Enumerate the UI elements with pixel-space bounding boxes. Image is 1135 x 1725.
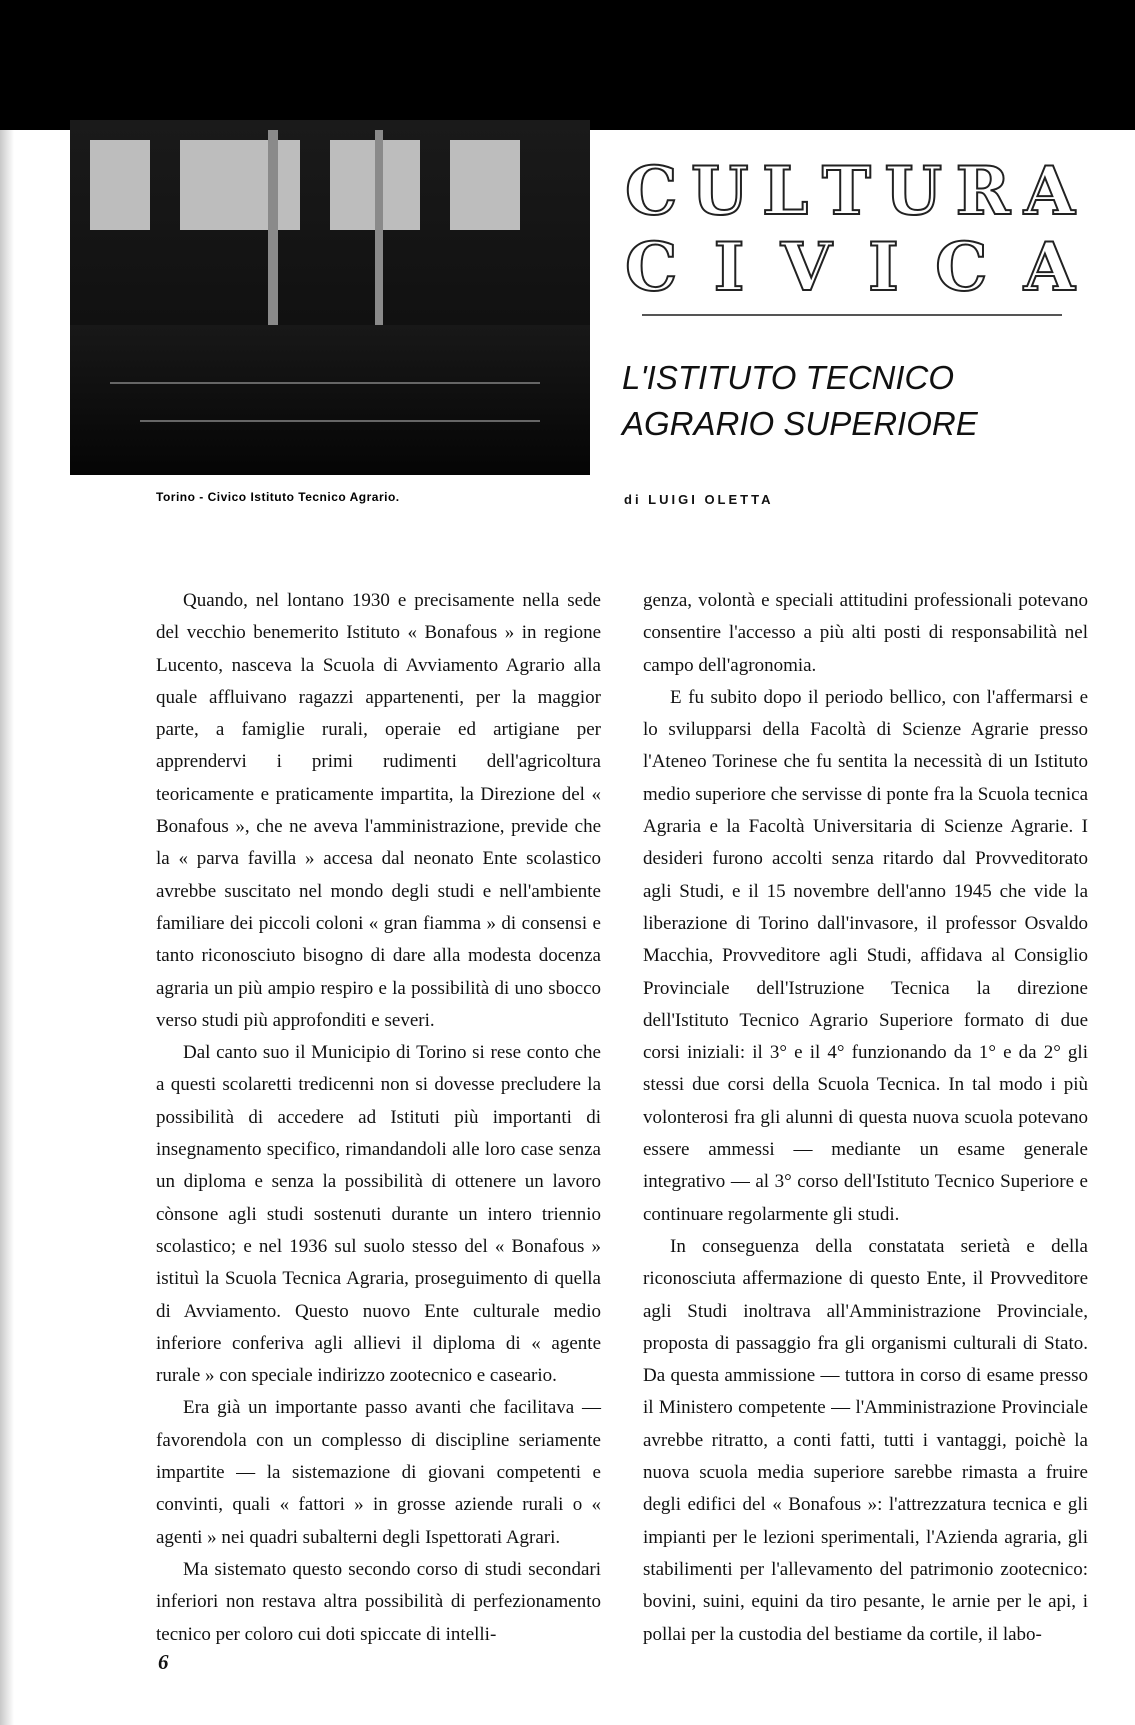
paragraph: Ma sistemato questo secondo corso di studi secondari inferiori non restava altra possibilità di perfezionamento tecnico per coloro cui doti spiccate di intelli- bbox=[156, 1558, 601, 1645]
title-civica bbox=[625, 228, 1075, 306]
photo-pillar bbox=[375, 130, 383, 330]
photo-floor bbox=[70, 325, 590, 475]
title-letter: C bbox=[935, 228, 988, 306]
paragraph: Era già un importante passo avanti che facilitava — favorendola con un complesso di discipline seriamente impartite — la sistemazione di giovani competenti e convinti, quali « fattori » in grosse aziende rurali o « agenti » nei quadri subalterni degli Ispettorati Agrari. bbox=[156, 1397, 601, 1548]
paragraph: In conseguenza della constatata serietà e della riconosciuta affermazione di questo Ente, il Provveditore agli Studi inoltrava all'Amministrazione Provinciale, proposta di passaggio fra gli organismi culturali di Stato. Da questa ammissione — tuttora in corso di esame presso il Ministero competente — l'Amministrazione Provinciale avrebbe ritratto, a conti fatti, tutti i vantaggi, poichè la nuova scuola media superiore sarebbe rimasta a fruire degli edifici del « Bonafous »: l'attrezzatura tecnica e gli impianti per le lezioni sperimentali, l'Azienda agraria, gli stabilimenti per l'allevamento del patrimonio zootecnico: bovini, suini, equini da tiro pesante, le arnie per le api, i pollai per la custodia del bestiame da cortile, il labo- bbox=[643, 1235, 1088, 1645]
photo-window bbox=[450, 140, 520, 230]
photo-window bbox=[180, 140, 300, 230]
paragraph: Dal canto suo il Municipio di Torino si rese conto che a questi scolaretti tredicenni non si dovesse precludere la possibilità di accedere ad Istituti più importanti di insegnamento specifico, rimandandoli alle loro case senza un diploma e senza la possibilità di ottenere un lavoro cònsone agli studi sostenuti durante un intero triennio scolastico; e nel 1936 sul suolo stesso del « Bonafous » istituì la Scuola Tecnica Agraria, proseguimento di quella di Avviamento. Questo nuovo Ente culturale medio inferiore conferiva agli allievi il diploma di « agente rurale » con speciale indirizzo zootecnico e caseario. bbox=[156, 1042, 601, 1387]
title-letter: R bbox=[955, 152, 1011, 230]
title-letter: U bbox=[884, 152, 942, 230]
institute-photo bbox=[70, 120, 590, 475]
title-letter: I bbox=[868, 228, 899, 306]
title-letter: A bbox=[1023, 152, 1075, 230]
photo-pillar bbox=[268, 130, 278, 330]
title-letter: C bbox=[625, 152, 678, 230]
photo-caption: Torino - Civico Istituto Tecnico Agrario. bbox=[156, 490, 400, 504]
photo-line bbox=[110, 382, 540, 384]
paragraph: E fu subito dopo il periodo bellico, con l'affermarsi e lo svilupparsi della Facoltà di Scienze Agrarie presso l'Ateneo Torinese che fu sentita la necessità di un Istituto medio superiore che servisse di ponte fra la Scuola tecnica Agraria e la Facoltà Universitaria di Scienze Agrarie. I desideri furono accolti senza ritardo dal Provveditorato agli Studi, e il 15 novembre dell'anno 1945 che vide la liberazione di Torino dall'invasore, il professor Osvaldo Macchia, Provveditore agli Studi, affidava al Consiglio Provinciale dell'Istruzione Tecnica la direzione dell'Istituto Tecnico Agrario Superiore formato di due corsi iniziali: il 3° e il 4° funzionando da 1° e da 2° gli stessi due corsi della Scuola Tecnica. In tal modo i più volonterosi fra gli alunni di questa nuova scuola potevano essere ammessi — mediante un esame generale integrativo — al 3° corso dell'Istituto Tecnico Superiore e continuare regolarmente gli studi. bbox=[643, 686, 1088, 1225]
left-column bbox=[156, 585, 601, 1651]
page-number: 6 bbox=[158, 1650, 169, 1674]
title-letter: L bbox=[762, 152, 809, 230]
title-letter: T bbox=[821, 152, 871, 230]
article-title bbox=[622, 355, 1082, 447]
title-letter: C bbox=[625, 228, 678, 306]
title-cultura bbox=[625, 152, 1075, 230]
author-byline: di LUIGI OLETTA bbox=[624, 492, 774, 507]
page-edge-shadow bbox=[0, 130, 14, 1725]
title-letter: U bbox=[690, 152, 749, 230]
paragraph: genza, volontà e speciali attitudini professionali potevano consentire l'accesso a più alti posti di responsabilità nel campo dell'agronomia. bbox=[643, 590, 1088, 676]
photo-window bbox=[90, 140, 150, 230]
photo-line bbox=[140, 420, 540, 422]
article-title-line: AGRARIO SUPERIORE bbox=[622, 405, 978, 442]
paragraph: Quando, nel lontano 1930 e precisamente nella sede del vecchio benemerito Istituto « Bonafous » in regione Lucento, nasceva la Scuola di Avviamento Agrario alla quale affluivano ragazzi appartenenti, per la maggior parte, a famiglie rurali, operaie ed artigiane per apprendervi i primi rudimenti dell'agricoltura teoricamente e praticamente impartita, la Direzione del « Bonafous », che ne aveva l'amministrazione, previde che la « parva favilla » accesa dal neonato Ente scolastico avrebbe suscitato nel mondo degli studi e nell'ambiente familiare dei piccoli coloni « gran fiamma » di consensi e tanto riconosciuto bisogno di dare alla modesta docenza agraria un più ampio respiro e la possibilità di uno sbocco verso studi più approfonditi e severi. bbox=[156, 590, 601, 1031]
article-title-line: L'ISTITUTO TECNICO bbox=[622, 359, 955, 396]
title-letter: A bbox=[1023, 228, 1075, 306]
title-letter: I bbox=[713, 228, 745, 306]
right-column bbox=[643, 585, 1088, 1651]
title-letter: V bbox=[780, 228, 832, 306]
title-divider bbox=[642, 314, 1062, 316]
top-black-band bbox=[0, 0, 1135, 130]
